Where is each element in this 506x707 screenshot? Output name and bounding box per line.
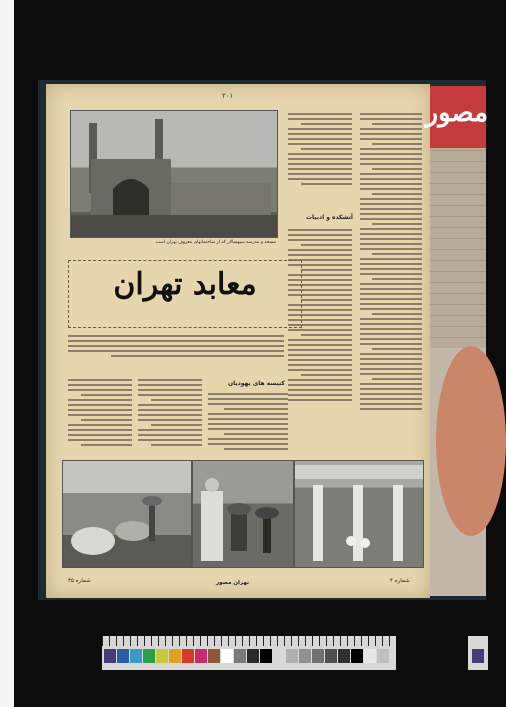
color-swatch: [299, 649, 311, 663]
magazine-page: [46, 84, 430, 598]
color-swatch: [208, 649, 220, 663]
title-frame: [68, 260, 302, 328]
color-swatch: [351, 649, 363, 663]
interior-photo-right: [294, 460, 424, 568]
color-swatch: [117, 649, 129, 663]
color-swatch: [338, 649, 350, 663]
mosque-illustration: [71, 111, 277, 237]
color-swatch: [195, 649, 207, 663]
color-calibration-bar-edge: [468, 636, 488, 670]
color-swatches: [104, 649, 390, 663]
people-illustration: [193, 461, 293, 567]
color-swatch: [130, 649, 142, 663]
swatch-edge: [472, 649, 484, 663]
footer-issue-right: شماره ۴: [390, 578, 410, 584]
intro-paragraph: [68, 332, 284, 360]
color-swatch: [221, 649, 233, 663]
color-calibration-bar: [102, 636, 396, 670]
interior-photo-left: [62, 460, 192, 568]
text-column-right: [360, 110, 422, 413]
color-swatch: [377, 649, 389, 663]
cover-masthead: [425, 86, 488, 148]
text-column-lower-1: [68, 376, 132, 449]
left-margin-strip: [0, 0, 14, 707]
color-swatch: [156, 649, 168, 663]
color-swatch: [247, 649, 259, 663]
photo-caption: مسجد و مدرسه سپهسالار که از ساختمانهای معروف تهران است: [155, 240, 276, 245]
arches-illustration: [295, 461, 423, 567]
mosque-photo: [70, 110, 278, 238]
vessels-illustration: [63, 461, 191, 567]
footer-issue-left: شماره ۳۵: [68, 578, 91, 584]
subheading-lower: کنیسه های یهودیان: [228, 380, 285, 387]
article-title: معابد تهران: [113, 267, 257, 302]
subheading-middle: آتشکده و ادبیات: [306, 214, 353, 221]
color-swatch: [260, 649, 272, 663]
magazine-cover-edge: [425, 86, 488, 596]
text-column-lower-3: [208, 390, 288, 453]
color-swatch: [143, 649, 155, 663]
footer-magazine-name: تهران مصور: [216, 580, 250, 586]
page-number: ۲۰۱: [222, 92, 234, 100]
interior-photo-middle: [192, 460, 294, 568]
color-swatch: [325, 649, 337, 663]
color-swatch: [312, 649, 324, 663]
cover-portrait: [436, 346, 506, 536]
cover-title: مصور: [425, 98, 488, 128]
color-swatch: [169, 649, 181, 663]
color-swatch: [104, 649, 116, 663]
cover-wall-texture: [430, 148, 486, 348]
color-swatch: [273, 649, 285, 663]
ruler-scale: [102, 636, 396, 646]
color-swatch: [286, 649, 298, 663]
color-swatch: [364, 649, 376, 663]
color-swatch: [182, 649, 194, 663]
text-column-middle-lower: [288, 226, 352, 404]
text-column-middle: [288, 110, 352, 188]
color-swatch: [234, 649, 246, 663]
text-column-lower-2: [138, 376, 202, 449]
